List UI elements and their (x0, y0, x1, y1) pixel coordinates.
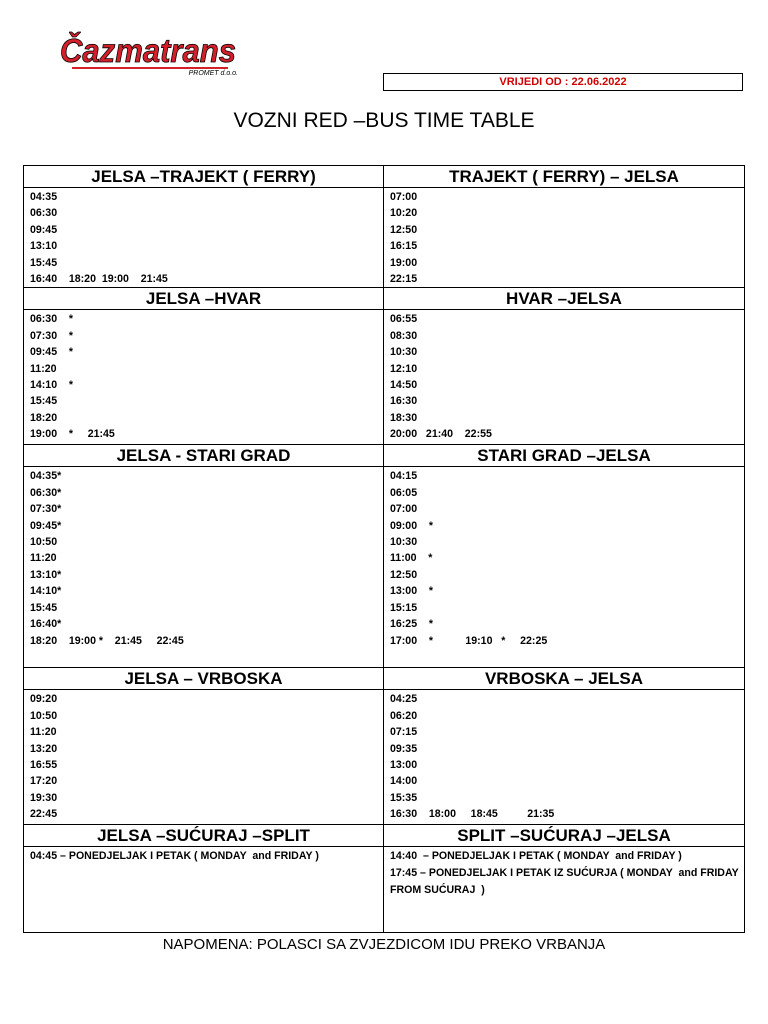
logo-wordmark: Čazmatrans (60, 32, 242, 69)
departure-time: 07:00 (390, 191, 418, 203)
route-title-outbound: JELSA – VRBOSKA (24, 668, 384, 690)
route-title-outbound: JELSA –HVAR (24, 288, 384, 310)
departure-time: 06:20 (390, 709, 418, 722)
footnote: NAPOMENA: POLASCI SA ZVJEZDICOM IDU PREKO VRBANJA (162, 936, 606, 953)
departures-return (384, 847, 745, 933)
departure-time: 22:15 (390, 273, 418, 286)
departure-time: 14:40 – PONEDJELJAK I PETAK ( MONDAY and FRIDAY ) (390, 850, 682, 863)
company-logo (58, 28, 242, 78)
departure-time: 06:30 * (30, 313, 73, 326)
departure-time: 16:30 18:00 18:45 21:35 (390, 808, 555, 821)
departures-return (384, 467, 745, 668)
departure-time: 16:25 * (390, 618, 433, 631)
departure-time: 11:20 (30, 362, 57, 375)
departure-time: 08:30 (390, 329, 418, 342)
departure-time: 16:40 18:20 19:00 21:45 (30, 273, 168, 286)
departure-time: 16:15 (390, 240, 418, 253)
departure-time: 13:00 * (390, 585, 433, 598)
departure-time: 15:45 (30, 395, 58, 408)
departure-time: 15:35 (390, 791, 418, 804)
route-title-outbound: JELSA –SUĆURAJ –SPLIT (24, 825, 384, 847)
route-header-row (24, 445, 745, 467)
departure-time: 09:45 * (30, 346, 73, 359)
departure-time: 09:45 (30, 223, 58, 236)
valid-from-box: VRIJEDI OD : 22.06.2022 (383, 73, 743, 91)
departure-time: 15:45 (30, 256, 58, 269)
departure-time: 09:00 * (390, 519, 433, 532)
logo-graphic (58, 28, 242, 78)
departures-return (384, 188, 745, 288)
departure-time: 16:40* (30, 618, 62, 631)
departure-time: 10:50 (30, 709, 58, 722)
departure-time: 10:30 (390, 346, 418, 359)
departures-row (24, 310, 745, 445)
route-header-row (24, 288, 745, 310)
departure-time: 07:30* (30, 503, 62, 516)
departures-outbound (24, 188, 384, 288)
departure-time: 13:10 (30, 240, 58, 253)
departure-time: 10:30 (390, 536, 418, 549)
departure-time: 09:35 (390, 742, 418, 755)
departure-time: 17:20 (30, 775, 58, 788)
route-title-return: SPLIT –SUĆURAJ –JELSA (384, 825, 745, 847)
departure-time: 09:20 (30, 693, 58, 706)
timetable (23, 165, 745, 933)
departure-time: 20:00 21:40 22:55 (390, 428, 492, 441)
departure-time: 10:20 (390, 207, 418, 220)
departures-row (24, 847, 745, 933)
departure-time: 12:50 (390, 223, 418, 236)
route-header-row (24, 166, 745, 188)
route-title-outbound: JELSA –TRAJEKT ( FERRY) (24, 166, 384, 188)
departure-time: 13:00 (390, 759, 418, 772)
departure-time: 07:30 * (30, 329, 73, 342)
departures-return (384, 690, 745, 825)
departure-time: 13:20 (30, 742, 58, 755)
departure-time: 06:55 (390, 313, 418, 326)
departure-time: 07:00 (390, 503, 418, 516)
departure-time: 12:50 (390, 568, 418, 581)
departure-time: 19:00 * 21:45 (30, 428, 115, 441)
departure-time: 15:15 (390, 601, 418, 614)
departure-time: 11:20 (30, 726, 57, 739)
route-title-outbound: JELSA - STARI GRAD (24, 445, 384, 467)
departure-time: 16:55 (30, 759, 58, 772)
route-title-return: VRBOSKA – JELSA (384, 668, 745, 690)
page-title: VOZNI RED –BUS TIME TABLE (233, 109, 535, 132)
departure-time: 10:50 (30, 536, 58, 549)
route-title-return: STARI GRAD –JELSA (384, 445, 745, 467)
logo-subtext: PROMET d.o.o. (188, 70, 238, 77)
departure-time: 15:45 (30, 601, 58, 614)
departure-time: 19:00 (390, 256, 418, 269)
departure-time: 11:00 * (390, 552, 433, 565)
departure-time: 11:20 (30, 552, 57, 565)
departures-row (24, 467, 745, 668)
departure-time: 04:35* (30, 470, 62, 483)
departure-time: 14:10 * (30, 379, 73, 392)
departure-time: 04:25 (390, 693, 418, 706)
departure-time: 06:30* (30, 486, 62, 499)
departure-time: 12:10 (390, 362, 418, 375)
route-title-return: HVAR –JELSA (384, 288, 745, 310)
departures-outbound (24, 467, 384, 668)
departure-time: 04:15 (390, 470, 418, 483)
departure-time: 17:45 – PONEDJELJAK I PETAK IZ SUĆURJA ( MONDAY and FRIDAY FROM SUĆURAJ ) (390, 867, 742, 897)
departure-time: 16:30 (390, 395, 418, 408)
departure-time: 04:35 (30, 191, 58, 203)
route-header-row (24, 668, 745, 690)
departure-time: 14:50 (390, 379, 418, 392)
departure-time: 13:10* (30, 568, 62, 581)
departures-row (24, 188, 745, 288)
departure-time: 18:20 (30, 411, 58, 424)
departures-row (24, 690, 745, 825)
departure-time: 22:45 (30, 808, 58, 821)
departure-time: 14:10* (30, 585, 62, 598)
departure-time: 06:30 (30, 207, 58, 220)
departure-time: 07:15 (390, 726, 418, 739)
departures-outbound (24, 310, 384, 445)
route-header-row (24, 825, 745, 847)
departures-outbound (24, 690, 384, 825)
departures-return (384, 310, 745, 445)
departure-time: 19:30 (30, 791, 58, 804)
departures-outbound (24, 847, 384, 933)
departure-time: 04:45 – PONEDJELJAK I PETAK ( MONDAY and FRIDAY ) (30, 850, 319, 863)
departure-time: 17:00 * 19:10 * 22:25 (390, 634, 548, 647)
departure-time: 18:30 (390, 411, 418, 424)
departure-time: 09:45* (30, 519, 62, 532)
departure-time: 14:00 (390, 775, 418, 788)
departure-time: 18:20 19:00 * 21:45 22:45 (30, 634, 184, 647)
route-title-return: TRAJEKT ( FERRY) – JELSA (384, 166, 745, 188)
departure-time: 06:05 (390, 486, 418, 499)
